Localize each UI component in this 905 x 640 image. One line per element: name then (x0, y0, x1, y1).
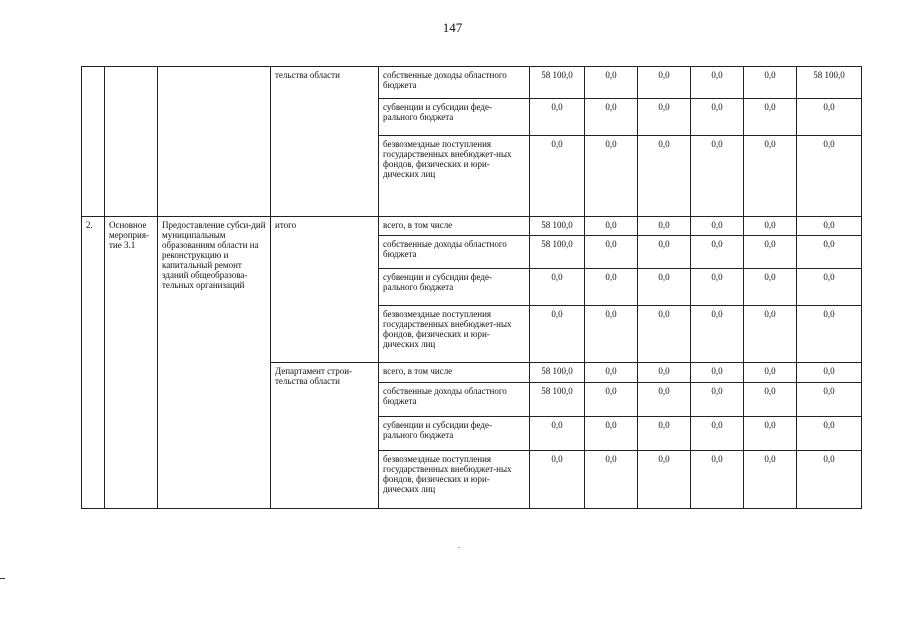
value-cell: 0,0 (691, 67, 744, 99)
value-cell: 0,0 (530, 306, 585, 363)
value-cell: 0,0 (691, 136, 744, 217)
value-cell: 0,0 (691, 451, 744, 509)
value-cell: 0,0 (797, 269, 862, 306)
executor-department-cell: Департамент строи-тельства области (271, 363, 379, 509)
value-cell: 0,0 (691, 269, 744, 306)
value-cell: 58 100,0 (530, 363, 585, 383)
source-total: всего, в том числе (379, 217, 530, 236)
value-cell: 0,0 (585, 269, 638, 306)
value-cell: 0,0 (797, 99, 862, 136)
value-cell: 0,0 (744, 236, 797, 269)
value-cell: 58 100,0 (530, 236, 585, 269)
measure-cell (105, 67, 158, 217)
value-cell: 0,0 (691, 99, 744, 136)
value-cell: 0,0 (638, 363, 691, 383)
number-cell: 2. (82, 217, 105, 509)
source-own: собственные доходы областного бюджета (379, 383, 530, 417)
value-cell: 0,0 (691, 236, 744, 269)
value-cell: 0,0 (585, 136, 638, 217)
executor-total-cell: итого (271, 217, 379, 363)
executor-cell: тельства области (271, 67, 379, 217)
value-cell: 0,0 (638, 217, 691, 236)
value-cell: 0,0 (585, 417, 638, 451)
value-cell: 0,0 (638, 383, 691, 417)
value-cell: 0,0 (585, 451, 638, 509)
budget-table (81, 66, 862, 509)
table-row (82, 217, 862, 236)
value-cell: 0,0 (585, 217, 638, 236)
value-cell: 0,0 (797, 136, 862, 217)
source-federal: субвенции и субсидии феде-рального бюджета (379, 99, 530, 136)
scan-dot (458, 547, 460, 548)
value-cell: 0,0 (585, 363, 638, 383)
value-cell: 0,0 (530, 451, 585, 509)
value-cell: 0,0 (797, 363, 862, 383)
value-cell: 0,0 (744, 136, 797, 217)
value-cell: 58 100,0 (530, 383, 585, 417)
value-cell: 0,0 (744, 451, 797, 509)
value-cell: 58 100,0 (530, 67, 585, 99)
value-cell: 0,0 (638, 269, 691, 306)
value-cell: 0,0 (797, 217, 862, 236)
value-cell: 0,0 (585, 236, 638, 269)
value-cell: 0,0 (744, 363, 797, 383)
value-cell: 0,0 (691, 417, 744, 451)
value-cell: 0,0 (744, 269, 797, 306)
source-own: собственные доходы областного бюджета (379, 236, 530, 269)
description-cell (158, 67, 271, 217)
value-cell: 0,0 (585, 383, 638, 417)
value-cell: 0,0 (638, 451, 691, 509)
value-cell: 0,0 (797, 451, 862, 509)
value-cell: 0,0 (744, 99, 797, 136)
value-cell: 0,0 (744, 67, 797, 99)
value-cell: 0,0 (585, 67, 638, 99)
value-cell: 0,0 (744, 306, 797, 363)
value-cell: 0,0 (691, 363, 744, 383)
source-gratuitous: безвозмездные поступления государственных внебюджет-ных фондов, физических и юри-дических лиц (379, 136, 530, 217)
source-federal: субвенции и субсидии феде-рального бюджета (379, 269, 530, 306)
value-cell: 0,0 (638, 306, 691, 363)
value-cell: 0,0 (691, 306, 744, 363)
value-cell: 58 100,0 (530, 217, 585, 236)
source-gratuitous: безвозмездные поступления государственных внебюджет-ных фондов, физических и юри-дических лиц (379, 451, 530, 509)
page-number: 147 (442, 20, 463, 35)
value-cell: 0,0 (691, 383, 744, 417)
value-cell: 0,0 (585, 99, 638, 136)
source-own: собственные доходы областного бюджета (379, 67, 530, 99)
value-cell: 0,0 (530, 136, 585, 217)
value-cell: 0,0 (744, 217, 797, 236)
value-cell: 0,0 (530, 417, 585, 451)
value-cell: 0,0 (638, 136, 691, 217)
value-cell: 0,0 (797, 236, 862, 269)
value-cell: 0,0 (744, 417, 797, 451)
value-cell: 0,0 (691, 217, 744, 236)
measure-cell: Основное мероприя-тие 3.1 (105, 217, 158, 509)
value-cell: 0,0 (744, 383, 797, 417)
scan-mark (0, 578, 5, 579)
value-cell: 58 100,0 (797, 67, 862, 99)
table-row (82, 67, 862, 99)
value-cell: 0,0 (797, 383, 862, 417)
source-total: всего, в том числе (379, 363, 530, 383)
description-cell: Предоставление субси-дий муниципальным образованиям области на реконструкцию и капитальный ремонт зданий общеобразова-тельных организаций (158, 217, 271, 509)
value-cell: 0,0 (585, 306, 638, 363)
source-gratuitous: безвозмездные поступления государственных внебюджет-ных фондов, физических и юри-дических лиц (379, 306, 530, 363)
source-federal: субвенции и субсидии феде-рального бюджета (379, 417, 530, 451)
number-cell (82, 67, 105, 217)
value-cell: 0,0 (797, 417, 862, 451)
value-cell: 0,0 (530, 99, 585, 136)
value-cell: 0,0 (638, 99, 691, 136)
value-cell: 0,0 (638, 67, 691, 99)
value-cell: 0,0 (530, 269, 585, 306)
value-cell: 0,0 (638, 417, 691, 451)
value-cell: 0,0 (797, 306, 862, 363)
value-cell: 0,0 (638, 236, 691, 269)
